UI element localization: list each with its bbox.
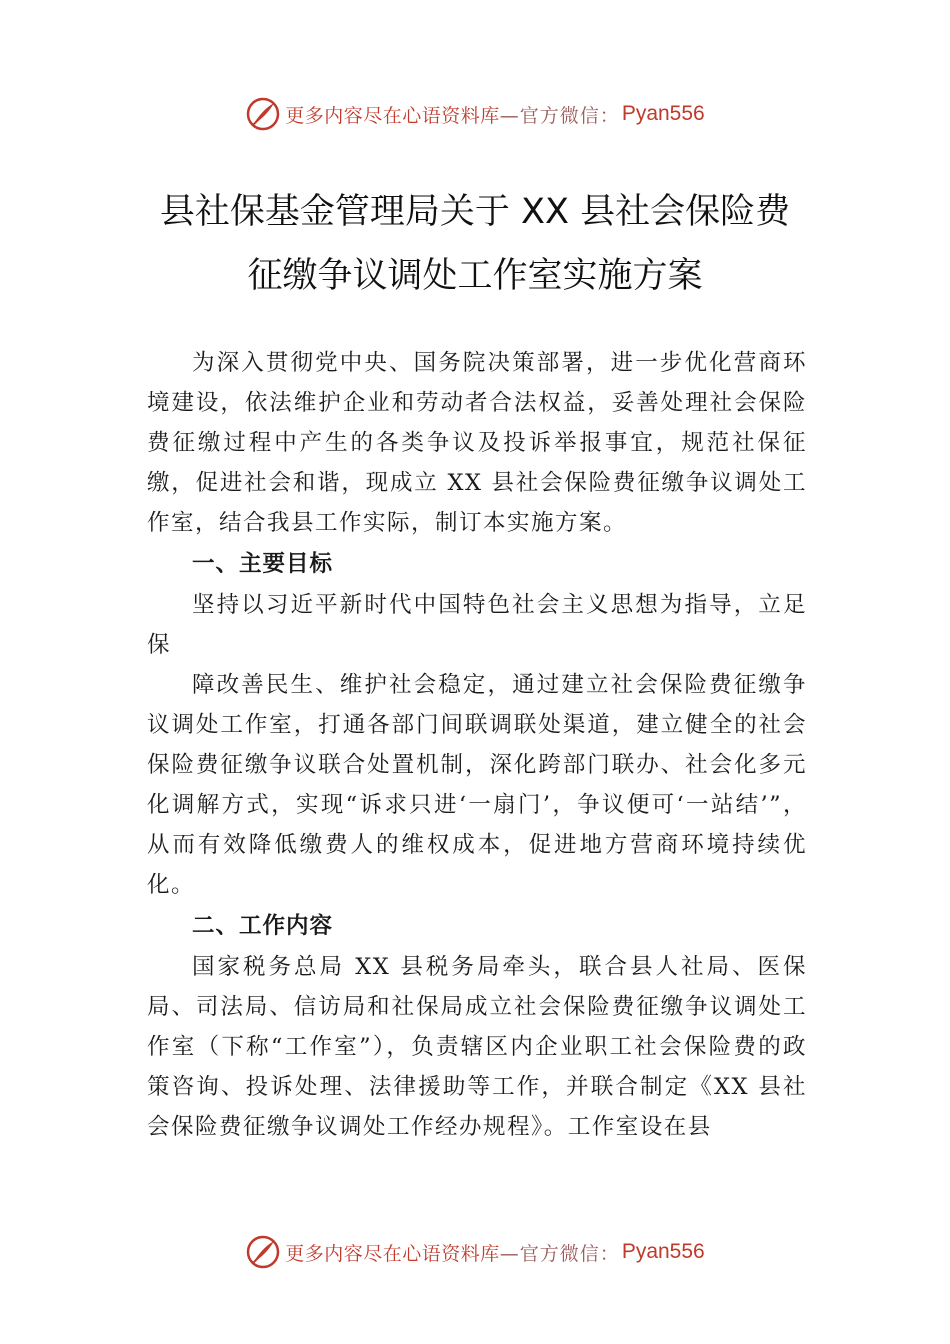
banner-brand: 更多内容尽在心语资料库 (285, 1242, 500, 1265)
header-banner (0, 94, 950, 134)
section-heading-work: 二、工作内容 (192, 913, 334, 939)
goals-paragraph-2: 障改善民生、维护社会稳定，通过建立社会保险费征缴争议调处工作室，打通各部门间联调联处渠道，建立健全的社会保险费征缴争议联合处置机制，深化跨部门联办、社会化多元化调解方式，实现“诉求只进‘一扇门’，争议便可‘一站结’”，从而有效降低缴费人的维权成本，促进地方营商环境持续优化。 (147, 672, 807, 898)
document-body (147, 343, 807, 1147)
banner-wechat-label: —官方微信： (499, 1242, 620, 1265)
footer-banner (0, 1232, 950, 1272)
title-line-1: 县社保基金管理局关于 XX 县社会保险费 (159, 192, 791, 232)
work-paragraph-1: 国家税务总局 XX 县税务局牵头，联合县人社局、医保局、司法局、信访局和社保局成立社会保险费征缴争议调处工作室（下称“工作室”），负责辖区内企业职工社会保险费的政策咨询、投诉处理、法律援助等工作，并联合制定《XX 县社会保险费征缴争议调处工作经办规程》。工作室设在县 (147, 954, 807, 1140)
goals-paragraph-1: 坚持以习近平新时代中国特色社会主义思想为指导，立足保 (147, 592, 807, 658)
banner-wechat-handle: Pyan556 (621, 1240, 705, 1263)
title-line-2: 征缴争议调处工作室实施方案 (247, 256, 703, 296)
banner-wechat-handle: Pyan556 (621, 102, 705, 125)
banner-brand: 更多内容尽在心语资料库 (285, 104, 500, 127)
banner-wechat-label: —官方微信： (499, 104, 620, 127)
section-heading-goals: 一、主要目标 (192, 551, 334, 577)
quill-logo-icon (245, 1234, 281, 1270)
intro-paragraph: 为深入贯彻党中央、国务院决策部署，进一步优化营商环境建设，依法维护企业和劳动者合法权益，妥善处理社会保险费征缴过程中产生的各类争议及投诉举报事宜，规范社保征缴，促进社会和谐，现成立 XX 县社会保险费征缴争议调处工作室，结合我县工作实际，制订本实施方案。 (147, 350, 807, 536)
quill-logo-icon (245, 96, 281, 132)
document-title (80, 180, 870, 308)
